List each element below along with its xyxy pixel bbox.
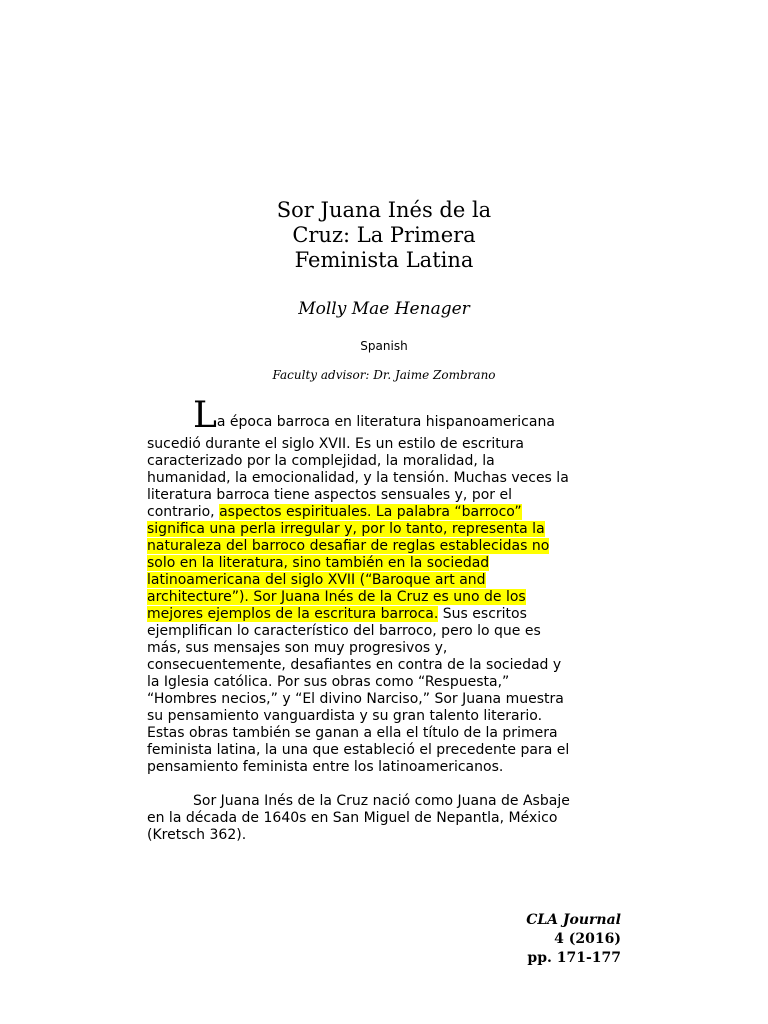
- paragraph-line: [147, 572, 623, 589]
- title-line: Sor Juana Inés de la: [276, 198, 492, 222]
- paragraph-line: [147, 555, 623, 572]
- paragraph-line: literatura barroca tiene aspectos sensuales y, por el: [147, 487, 512, 503]
- paragraph-line: ejemplifican lo característico del barroco, pero lo que es: [147, 623, 541, 639]
- title-line: Cruz: La Primera: [292, 223, 476, 247]
- paragraph-line: humanidad, la emocionalidad, y la tensión. Muchas veces la: [147, 470, 569, 486]
- paragraph-line: [147, 395, 623, 436]
- department-label: Spanish: [360, 339, 408, 353]
- journal-citation: [423, 911, 621, 968]
- paragraph-1: [147, 395, 623, 776]
- paragraph-line: [147, 589, 623, 606]
- paragraph-line: Estas obras también se ganan a ella el título de la primera: [147, 725, 558, 741]
- paragraph-line: su pensamiento vanguardista y su gran talento literario.: [147, 708, 543, 724]
- paragraph-line: “Hombres necios,” y “El divino Narciso,” Sor Juana muestra: [147, 691, 564, 707]
- paragraph-line: [147, 793, 623, 810]
- paragraph-line: la Iglesia católica. Por sus obras como “Respuesta,”: [147, 674, 510, 690]
- journal-pages: pp. 171-177: [527, 950, 621, 966]
- paragraph-line-text: Sor Juana Inés de la Cruz nació como Juana de Asbaje: [193, 793, 570, 809]
- faculty-advisor: Faculty advisor: Dr. Jaime Zombrano: [272, 368, 496, 382]
- paragraph-line-text: Sus escritos: [438, 606, 527, 622]
- article-title: [234, 198, 534, 273]
- paragraph-line: [147, 538, 623, 555]
- paragraph-line: más, sus mensajes son muy progresivos y,: [147, 640, 448, 656]
- highlighted-text: naturaleza del barroco desafiar de reglas establecidas no: [147, 538, 550, 554]
- paragraph-line: feminista latina, la una que estableció el precedente para el: [147, 742, 570, 758]
- highlighted-text: solo en la literatura, sino también en la sociedad: [147, 555, 490, 571]
- paragraph-line-text: a época barroca en literatura hispanoamericana: [216, 414, 555, 430]
- paragraph-line: caracterizado por la complejidad, la moralidad, la: [147, 453, 495, 469]
- paragraph-line: [147, 606, 623, 623]
- drop-cap: L: [193, 395, 217, 436]
- highlighted-text: significa una perla irregular y, por lo tanto, representa la: [147, 521, 545, 537]
- paragraph-line: consecuentemente, desafiantes en contra de la sociedad y: [147, 657, 562, 673]
- journal-volume: 4 (2016): [554, 931, 621, 947]
- highlighted-text: aspectos espirituales. La palabra “barroco”: [219, 504, 522, 520]
- paragraph-line: (Kretsch 362).: [147, 827, 247, 843]
- paragraph-line: pensamiento feminista entre los latinoamericanos.: [147, 759, 504, 775]
- paragraph-line: [147, 521, 623, 538]
- highlighted-text: mejores ejemplos de la escritura barroca.: [147, 606, 439, 622]
- paragraph-line: [147, 504, 623, 521]
- paragraph-2: [147, 793, 623, 844]
- title-line: Feminista Latina: [294, 248, 474, 272]
- paragraph-line: sucedió durante el siglo XVII. Es un estilo de escritura: [147, 436, 524, 452]
- paragraph-line-text: contrario,: [147, 504, 220, 520]
- author-name: Molly Mae Henager: [298, 299, 470, 319]
- highlighted-text: latinoamericana del siglo XVII (“Baroque art and: [147, 572, 486, 588]
- paragraph-line: en la década de 1640s en San Miguel de Nepantla, México: [147, 810, 558, 826]
- journal-name: CLA Journal: [526, 912, 621, 928]
- highlighted-text: architecture”). Sor Juana Inés de la Cruz es uno de los: [147, 589, 526, 605]
